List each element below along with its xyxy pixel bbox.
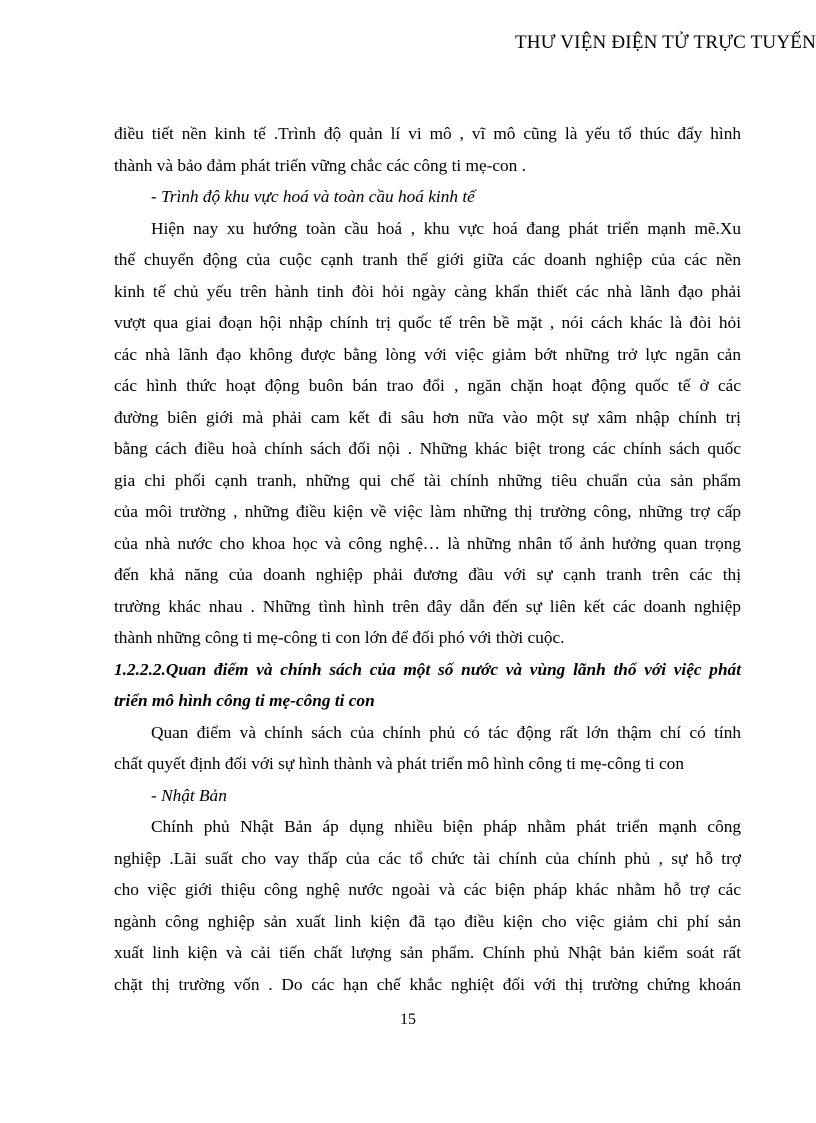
body-line: ngành công nghiệp sản xuất linh kiện đã tạo điều kiện cho việc giảm chi phí sản	[114, 911, 741, 931]
body-line: các nhà lãnh đạo không được bằng lòng với việc giảm bớt những trở lực ngăn cản	[114, 344, 741, 364]
section-heading: triển mô hình công ti mẹ-công ti con	[114, 691, 375, 710]
body-line: của nhà nước cho khoa học và công nghệ… là những nhân tố ảnh hưởng quan trọng	[114, 533, 741, 553]
body-line: bằng cách điều hoà chính sách đối nội . Những khác biệt trong các chính sách quốc	[114, 439, 741, 458]
body-line: xuất linh kiện và cải tiến chất lượng sản phẩm. Chính phủ Nhật bản kiểm soát rất	[114, 943, 741, 962]
body-line: các hình thức hoạt động buôn bán trao đổi , ngăn chặn hoạt động quốc tế ở các	[114, 376, 741, 395]
subheading: - Nhật Bản	[151, 785, 227, 805]
body-line: Chính phủ Nhật Bản áp dụng nhiều biện pháp nhằm phát triển mạnh công	[151, 817, 741, 836]
body-line: vượt qua giai đoạn hội nhập chính trị quốc tế trên bề mặt , nói cách khác là đòi hỏi	[114, 313, 741, 332]
body-line: thế chuyển động của cuộc cạnh tranh thế giới giữa các doanh nghiệp của các nền	[114, 250, 741, 269]
body-line: đến khả năng của doanh nghiệp phải đương đầu với sự cạnh tranh trên các thị	[114, 565, 741, 584]
body-line: đường biên giới mà phải cam kết đi sâu hơn nữa vào một sự xâm nhập chính trị	[114, 407, 741, 427]
body-line: Hiện nay xu hướng toàn cầu hoá , khu vực hoá đang phát triển mạnh mẽ.Xu	[151, 218, 741, 238]
body-line: của môi trường , những điều kiện về việc làm những thị trường công, những trợ cấp	[114, 502, 741, 521]
body-line: thành và bảo đảm phát triển vững chắc các công ti mẹ-con .	[114, 155, 526, 175]
body-line: trường khác nhau . Những tình hình trên đây dẫn đến sự liên kết các doanh nghiệp	[114, 596, 741, 616]
body-line: kinh tế chủ yếu trên hành tinh đòi hỏi ngày càng khẩn thiết các nhà lãnh đạo phải	[114, 281, 741, 301]
body-line: chặt thị trường vốn . Do các hạn chế khắc nghiệt đối với thị trường chứng khoán	[114, 974, 741, 994]
body-line: chất quyết định đối với sự hình thành và phát triển mô hình công ti mẹ-công ti con	[114, 754, 684, 773]
page-number: 15	[400, 1011, 416, 1028]
body-line: thành những công ti mẹ-công ti con lớn để đối phó với thời cuộc.	[114, 628, 565, 647]
body-line: điều tiết nền kinh tế .Trình độ quản lí vi mô , vĩ mô cũng là yếu tố thúc đẩy hình	[114, 124, 741, 143]
body-line: nghiệp .Lãi suất cho vay thấp của các tổ chức tài chính của chính phủ , sự hỗ trợ	[114, 848, 741, 868]
body-line: cho việc giới thiệu công nghệ nước ngoài và các biện pháp khác nhằm hỗ trợ các	[114, 880, 741, 899]
subheading: - Trình độ khu vực hoá và toàn cầu hoá kinh tế	[151, 187, 475, 206]
section-heading: 1.2.2.2.Quan điểm và chính sách của một số nước và vùng lãnh thổ với việc phát	[114, 659, 741, 679]
body-line: gia chi phối cạnh tranh, những qui chế tài chính những tiêu chuẩn của sản phẩm	[114, 470, 741, 490]
header-title: THƯ VIỆN ĐIỆN TỬ TRỰC TUYẾN	[514, 32, 816, 53]
document-body	[114, 118, 741, 1000]
body-line: Quan điểm và chính sách của chính phủ có tác động rất lớn thậm chí có tính	[151, 722, 741, 742]
